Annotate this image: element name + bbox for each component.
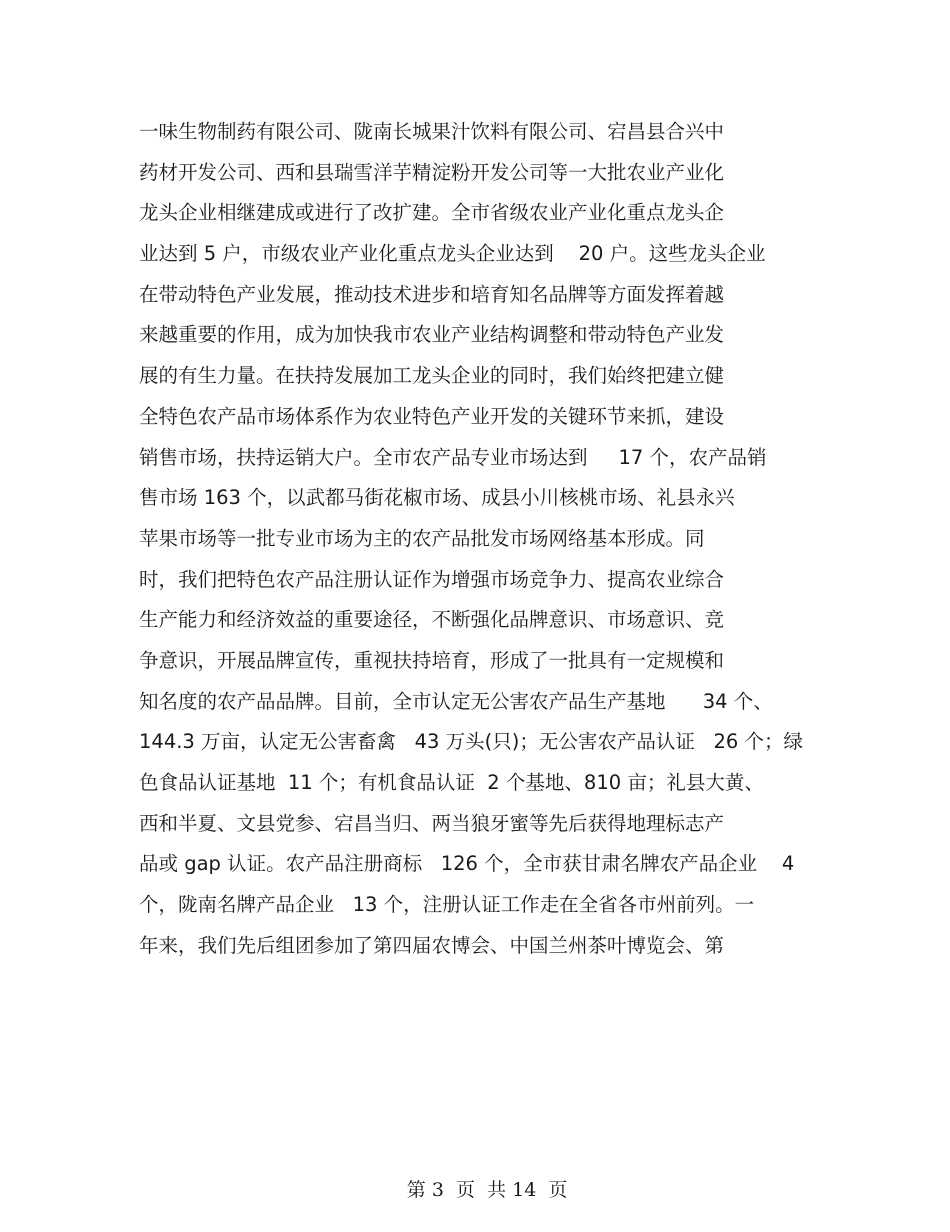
body-text [139, 112, 839, 966]
page-footer [0, 1148, 950, 1232]
text-line: 品或 gap 认证。农产品注册商标 126 个，全市获甘肃名牌农产品企业 4 [139, 852, 795, 876]
page-number-label: 第 3 页 共 14 页 [406, 1179, 568, 1201]
text-line: 知名度的农产品品牌。目前，全市认定无公害农产品生产基地 34 个、 [139, 689, 773, 713]
text-line: 一味生物制药有限公司、陇南长城果汁饮料有限公司、宕昌县合兴中 [139, 120, 725, 143]
text-line: 售市场 163 个，以武都马街花椒市场、成县小川核桃市场、礼县永兴 [139, 486, 735, 510]
text-line: 生产能力和经济效益的重要途径，不断强化品牌意识、市场意识、竞 [139, 608, 725, 632]
text-line: 西和半夏、文县党参、宕昌当归、两当狼牙蜜等先后获得地理标志产 [139, 811, 725, 835]
text-line: 全特色农产品市场体系作为农业特色产业开发的关键环节来抓，建设 [139, 404, 725, 428]
text-line: 时，我们把特色农产品注册认证作为增强市场竞争力、提高农业综合 [139, 567, 725, 591]
text-line: 色食品认证基地 11 个；有机食品认证 2 个基地、810 亩；礼县大黄、 [139, 771, 764, 794]
text-line: 龙头企业相继建成或进行了改扩建。全市省级农业产业化重点龙头企 [139, 201, 725, 225]
text-line: 药材开发公司、西和县瑞雪洋芋精淀粉开发公司等一大批农业产业化 [139, 160, 725, 184]
text-line: 苹果市场等一批专业市场为主的农产品批发市场网络基本形成。同 [139, 526, 705, 550]
text-line: 在带动特色产业发展，推动技术进步和培育知名品牌等方面发挥着越 [139, 282, 725, 306]
text-line: 争意识，开展品牌宣传，重视扶持培育，形成了一批具有一定规模和 [139, 648, 725, 672]
text-line: 144.3 万亩，认定无公害畜禽 43 万头(只)；无公害农产品认证 26 个；绿 [139, 730, 803, 754]
text-line: 来越重要的作用，成为加快我市农业产业结构调整和带动特色产业发 [139, 323, 725, 347]
text-line: 年来，我们先后组团参加了第四届农博会、中国兰州茶叶博览会、第 [139, 933, 725, 957]
text-line: 展的有生力量。在扶持发展加工龙头企业的同时，我们始终把建立健 [139, 364, 725, 388]
text-line: 个，陇南名牌产品企业 13 个，注册认证工作走在全省各市州前列。一 [139, 893, 755, 917]
text-line: 业达到 5 户，市级农业产业化重点龙头企业达到 20 户。这些龙头企业 [139, 242, 766, 266]
text-line: 销售市场，扶持运销大户。全市农产品专业市场达到 17 个，农产品销 [139, 445, 767, 469]
